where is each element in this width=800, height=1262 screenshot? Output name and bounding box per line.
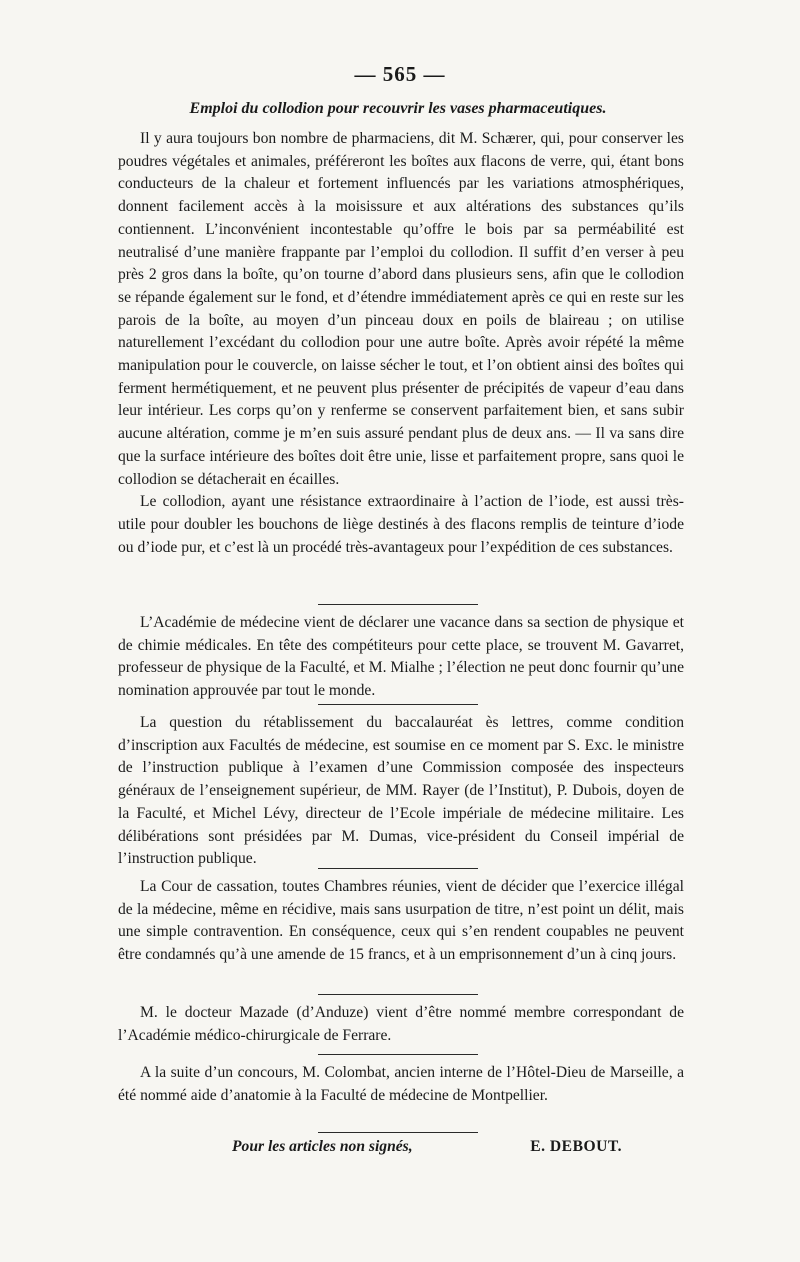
paragraph: A la suite d’un concours, M. Colombat, ancien interne de l’Hôtel-Dieu de Marseille, a été nommé aide d’anatomie à la Faculté de médecine de Montpellier. [118,1064,684,1104]
news-item-cour-cassation [118,876,684,967]
news-item-mazade [118,1002,684,1047]
news-item-academie [118,612,684,703]
paragraph: Il y aura toujours bon nombre de pharmaciens, dit M. Schærer, qui, pour conserver les poudres végétales et animales, préféreront les boîtes aux flacons de verre, qui, étant bons conducteurs de la chaleur et fortement influencés par les variations atmosphériques, donnent facilement accès à la moisissure et aux altérations des substances qu’ils contiennent. L’inconvénient incontestable qu’offre le bois par sa perméabilité est neutralisé d’une manière frappante par l’emploi du collodion. Il suffit d’en verser à peu près 2 gros dans la boîte, qu’on tourne d’abord dans plusieurs sens, afin que le collodion se répande également sur le fond, et d’étendre immédiatement après ce qui en reste sur les parois de la boîte, au moyen d’un pinceau doux en poils de blaireau ; on utilise naturellement l’excédant du collodion pour une autre boîte. Après avoir répété la même manipulation pour le couvercle, on laisse sécher le tout, et l’on obtient ainsi des boîtes qui ferment hermétiquement, et ne peuvent plus présenter de précipités de vapeur d’eau dans leur intérieur. Les corps qu’on y renferme se conservent parfaitement bien, et sans subir aucune altération, comme je m’en suis assuré pendant plus de deux ans. — Il va sans dire que la surface intérieure des boîtes doit être unie, lisse et parfaitement propre, sans quoi le collodion se détacherait en écailles. [118,130,684,488]
signature-line [232,1138,622,1156]
separator-rule [318,994,478,995]
separator-rule [318,1054,478,1055]
news-item-colombat [118,1062,684,1107]
signature-note: Pour les articles non signés, [232,1138,413,1155]
section-heading: Emploi du collodion pour recouvrir les vases pharmaceutiques. [189,100,607,117]
paragraph: M. le docteur Mazade (d’Anduze) vient d’être nommé membre correspondant de l’Académie médico-chirurgicale de Ferrare. [118,1004,684,1044]
paragraph: L’Académie de médecine vient de déclarer une vacance dans sa section de physique et de chimie médicales. En tête des compétiteurs pour cette place, se trouvent M. Gavarret, professeur de physique de la Faculté, et M. Mialhe ; l’élection ne peut donc fournir qu’une nomination approuvée par tout le monde. [118,614,684,700]
separator-rule [318,604,478,605]
separator-rule [318,704,478,705]
paragraph: La question du rétablissement du baccalauréat ès lettres, comme condition d’inscription aux Facultés de médecine, est soumise en ce moment par S. Exc. le ministre de l’instruction publique à l’examen d’une Commission composée des inspecteurs généraux de l’enseignement supérieur, de MM. Rayer (de l’Institut), P. Dubois, doyen de la Faculté, et Michel Lévy, directeur de l’Ecole impériale de médecine militaire. Les délibérations sont présidées par M. Dumas, vice-président du Conseil impérial de l’instruction publique. [118,714,684,868]
article-collodion [118,128,684,559]
paragraph: La Cour de cassation, toutes Chambres réunies, vient de décider que l’exercice illégal de la médecine, même en récidive, mais sans usurpation de titre, n’est point un délit, mais une simple contravention. En conséquence, ceux qui s’en rendent coupables ne peuvent être condamnés qu’à une amende de 15 francs, et à un emprisonnement d’un à cinq jours. [118,878,684,964]
paragraph: Le collodion, ayant une résistance extraordinaire à l’action de l’iode, est aussi très-utile pour doubler les bouchons de liège destinés à des flacons remplis de teinture d’iode ou d’iode pur, et c’est là un procédé très-avantageux pour l’expédition de ces substances. [118,493,684,556]
separator-rule [318,1132,478,1133]
page-number: — 565 — [354,62,446,86]
signature-name: E. DEBOUT. [530,1138,622,1155]
separator-rule [318,868,478,869]
news-item-baccalaureat [118,712,684,871]
